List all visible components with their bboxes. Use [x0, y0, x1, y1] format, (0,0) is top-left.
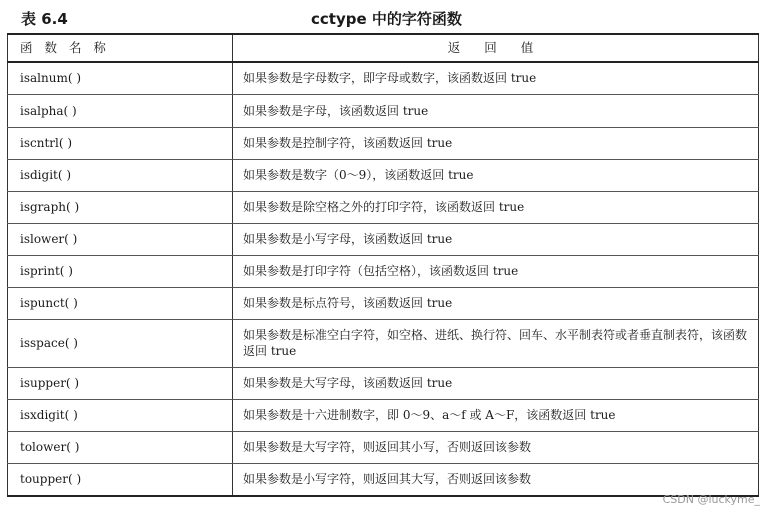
return-value-cell: 如果参数是除空格之外的打印字符，该函数返回 true [233, 191, 759, 223]
function-name-cell: iscntrl( ) [8, 127, 233, 159]
function-name-cell: tolower( ) [8, 431, 233, 463]
table-row [8, 367, 759, 399]
watermark: CSDN @luckyme_ [662, 493, 760, 506]
table-row [8, 255, 759, 287]
table-row [8, 94, 759, 127]
table-row [8, 399, 759, 431]
table-row [8, 223, 759, 255]
function-name-cell: islower( ) [8, 223, 233, 255]
function-name-cell: isspace( ) [8, 319, 233, 367]
function-name-cell: toupper( ) [8, 463, 233, 496]
return-value-cell: 如果参数是大写字符，则返回其小写，否则返回该参数 [233, 431, 759, 463]
return-value-cell: 如果参数是数字（0～9），该函数返回 true [233, 159, 759, 191]
return-value-cell: 如果参数是字母，该函数返回 true [233, 94, 759, 127]
return-value-cell: 如果参数是十六进制数字，即 0～9、a～f 或 A～F，该函数返回 true [233, 399, 759, 431]
return-value-cell: 如果参数是小写字母，该函数返回 true [233, 223, 759, 255]
function-name-cell: isprint( ) [8, 255, 233, 287]
return-value-cell: 如果参数是打印字符（包括空格），该函数返回 true [233, 255, 759, 287]
table-row [8, 127, 759, 159]
table-caption [0, 0, 766, 33]
function-name-cell: isdigit( ) [8, 159, 233, 191]
table-row [8, 463, 759, 496]
table-header-row [8, 34, 759, 62]
function-name-cell: isalpha( ) [8, 94, 233, 127]
header-function-name: 函 数 名 称 [8, 34, 233, 62]
table-row [8, 62, 759, 94]
return-value-cell: 如果参数是标点符号，该函数返回 true [233, 287, 759, 319]
header-return-value: 返 回 值 [233, 34, 759, 62]
caption-label: 表 6.4 [21, 10, 68, 28]
caption-title: cctype 中的字符函数 [311, 10, 462, 28]
function-name-cell: ispunct( ) [8, 287, 233, 319]
table-row [8, 287, 759, 319]
cctype-functions-table [7, 33, 759, 497]
return-value-cell: 如果参数是小写字符，则返回其大写，否则返回该参数 [233, 463, 759, 496]
return-value-cell: 如果参数是大写字母，该函数返回 true [233, 367, 759, 399]
function-name-cell: isalnum( ) [8, 62, 233, 94]
table-row [8, 159, 759, 191]
return-value-cell: 如果参数是标准空白字符，如空格、进纸、换行符、回车、水平制表符或者垂直制表符，该函数返回 true [233, 319, 759, 367]
table-row [8, 431, 759, 463]
function-name-cell: isxdigit( ) [8, 399, 233, 431]
function-name-cell: isgraph( ) [8, 191, 233, 223]
table-row [8, 319, 759, 367]
return-value-cell: 如果参数是控制字符，该函数返回 true [233, 127, 759, 159]
return-value-cell: 如果参数是字母数字，即字母或数字，该函数返回 true [233, 62, 759, 94]
table-row [8, 191, 759, 223]
function-name-cell: isupper( ) [8, 367, 233, 399]
